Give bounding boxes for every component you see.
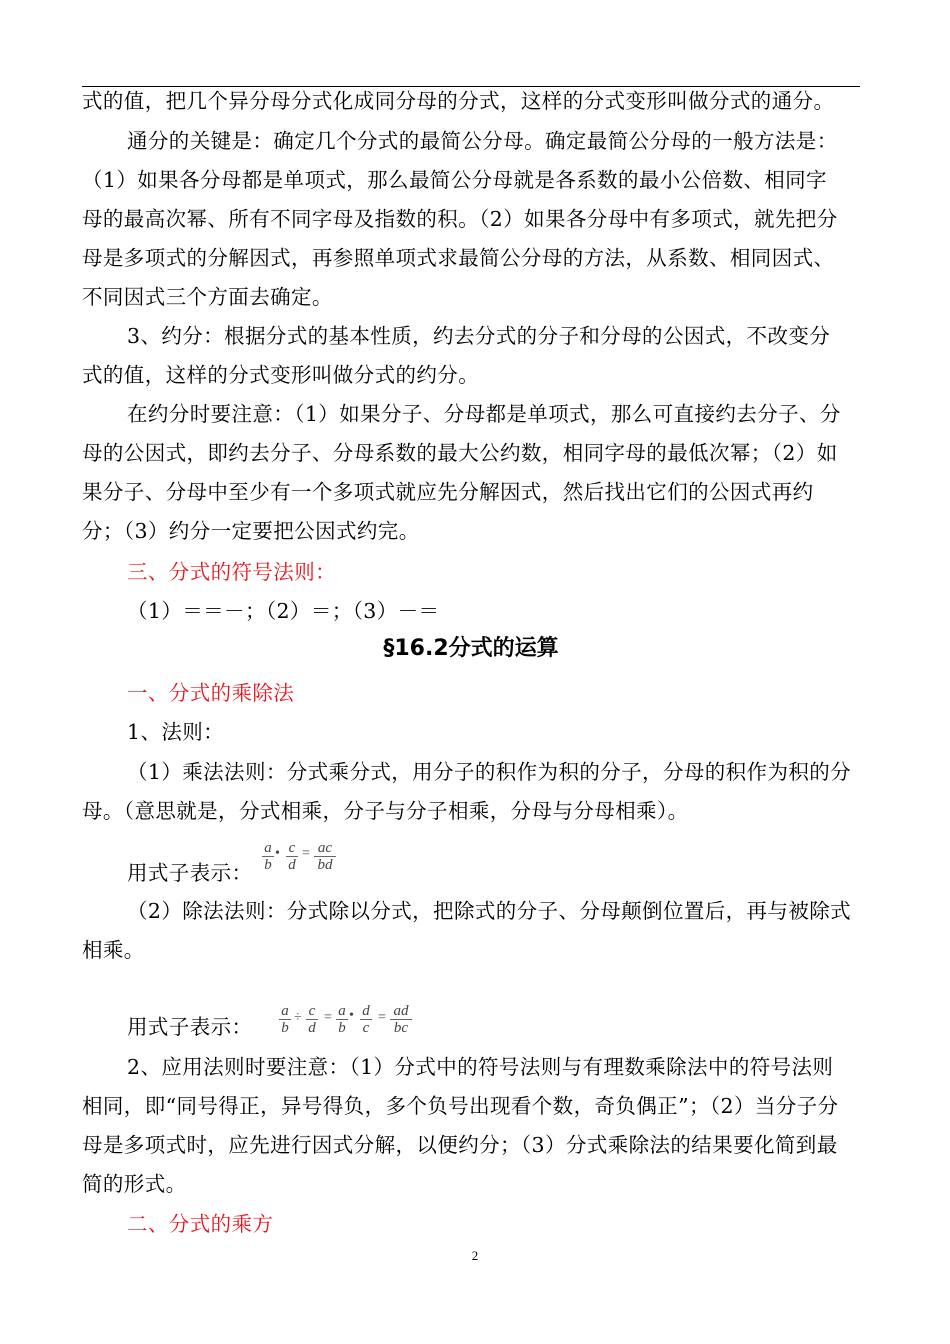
paragraph-line: （1）如果各分母都是单项式，那么最简公分母就是各系数的最小公倍数、相同字: [82, 168, 827, 192]
frac-den: d: [306, 1019, 318, 1036]
frac-den: bc: [390, 1019, 412, 1036]
paragraph-line: 母是多项式时，应先进行因式分解，以便约分；（3）分式乘除法的结果要化简到最: [82, 1133, 838, 1157]
paragraph-line: 2、应用法则时要注意：（1）分式中的符号法则与有理数乘除法中的符号法则: [127, 1055, 834, 1079]
paragraph-line: 分；（3）约分一定要把公因式约完。: [82, 519, 420, 543]
paragraph-line: 简的形式。: [82, 1172, 187, 1196]
sign-rules-line: （1）＝＝－；（2）＝；（3）－＝: [127, 599, 440, 623]
paragraph-line: 不同因式三个方面去确定。: [82, 285, 333, 309]
equals-operator: =: [302, 846, 310, 861]
paragraph-line: 式的值，这样的分式变形叫做分式的约分。: [82, 363, 480, 387]
paragraph-line: （1）乘法法则：分式乘分式，用分子的积作为积的分子，分母的积作为积的分: [127, 760, 852, 784]
dot-operator: •: [275, 846, 280, 861]
frac-num: c: [288, 840, 296, 856]
frac-num: d: [362, 1003, 370, 1019]
paragraph-line: 3、约分：根据分式的基本性质，约去分式的分子和分母的公因式，不改变分: [127, 324, 831, 348]
page-number: 2: [471, 1248, 479, 1263]
frac-num: a: [281, 1003, 289, 1019]
equals-operator: =: [378, 1010, 386, 1025]
frac-den: b: [262, 856, 274, 873]
frac-num: a: [338, 1003, 346, 1019]
paragraph-line: 在约分时要注意：（1）如果分子、分母都是单项式，那么可直接约去分子、分: [127, 402, 841, 426]
paragraph-line: 母。（意思就是，分式相乘，分子与分子相乘，分母与分母相乘）。: [82, 799, 689, 823]
frac-den: bd: [314, 856, 336, 873]
dot-operator: •: [349, 1008, 354, 1023]
paragraph-line: 式的值，把几个异分母分式化成同分母的分式，这样的分式变形叫做分式的通分。: [82, 89, 835, 113]
frac-den: c: [360, 1019, 372, 1036]
paragraph-line: 相同，即“同号得正，异号得负，多个负号出现看个数，奇负偶正”；（2）当分子分: [82, 1094, 839, 1118]
paragraph-line: 母的最高次幂、所有不同字母及指数的积。（2）如果各分母中有多项式，就先把分: [82, 207, 838, 231]
frac-num: ac: [317, 840, 333, 856]
paragraph-line: 母是多项式的分解因式，再参照单项式求最简公分母的方法，从系数、相同因式、: [82, 246, 835, 270]
paragraph-line: 相乘。: [82, 938, 145, 962]
paragraph-line: 母的公因式，即约去分子、分母系数的最大公约数，相同字母的最低次幂；（2）如: [82, 441, 838, 465]
divide-operator: ÷: [294, 1010, 302, 1025]
paragraph-line: （2）除法法则：分式除以分式，把除式的分子、分母颠倒位置后，再与被除式: [127, 899, 852, 923]
frac-den: d: [286, 856, 298, 873]
section-title-mul-div: 一、分式的乘除法: [127, 681, 295, 705]
frac-num: ad: [393, 1003, 409, 1019]
section-title-sign-rules: 三、分式的符号法则：: [127, 560, 336, 584]
frac-num: a: [264, 840, 272, 856]
frac-num: c: [308, 1003, 316, 1019]
paragraph-line: 果分子、分母中至少有一个多项式就应先分解因式，然后找出它们的公因式再约: [82, 480, 814, 504]
formula-label: 用式子表示：: [127, 1015, 253, 1039]
equals-operator: =: [324, 1010, 332, 1025]
section-title-power: 二、分式的乘方: [127, 1212, 274, 1236]
paragraph-line: 通分的关键是：确定几个分式的最简公分母。确定最简公分母的一般方法是：: [127, 129, 838, 153]
paragraph-line: 1、法则：: [127, 720, 225, 744]
section-heading: §16.2分式的运算: [383, 636, 559, 661]
frac-den: b: [336, 1019, 348, 1036]
formula-label: 用式子表示：: [127, 861, 253, 885]
frac-den: b: [279, 1019, 291, 1036]
